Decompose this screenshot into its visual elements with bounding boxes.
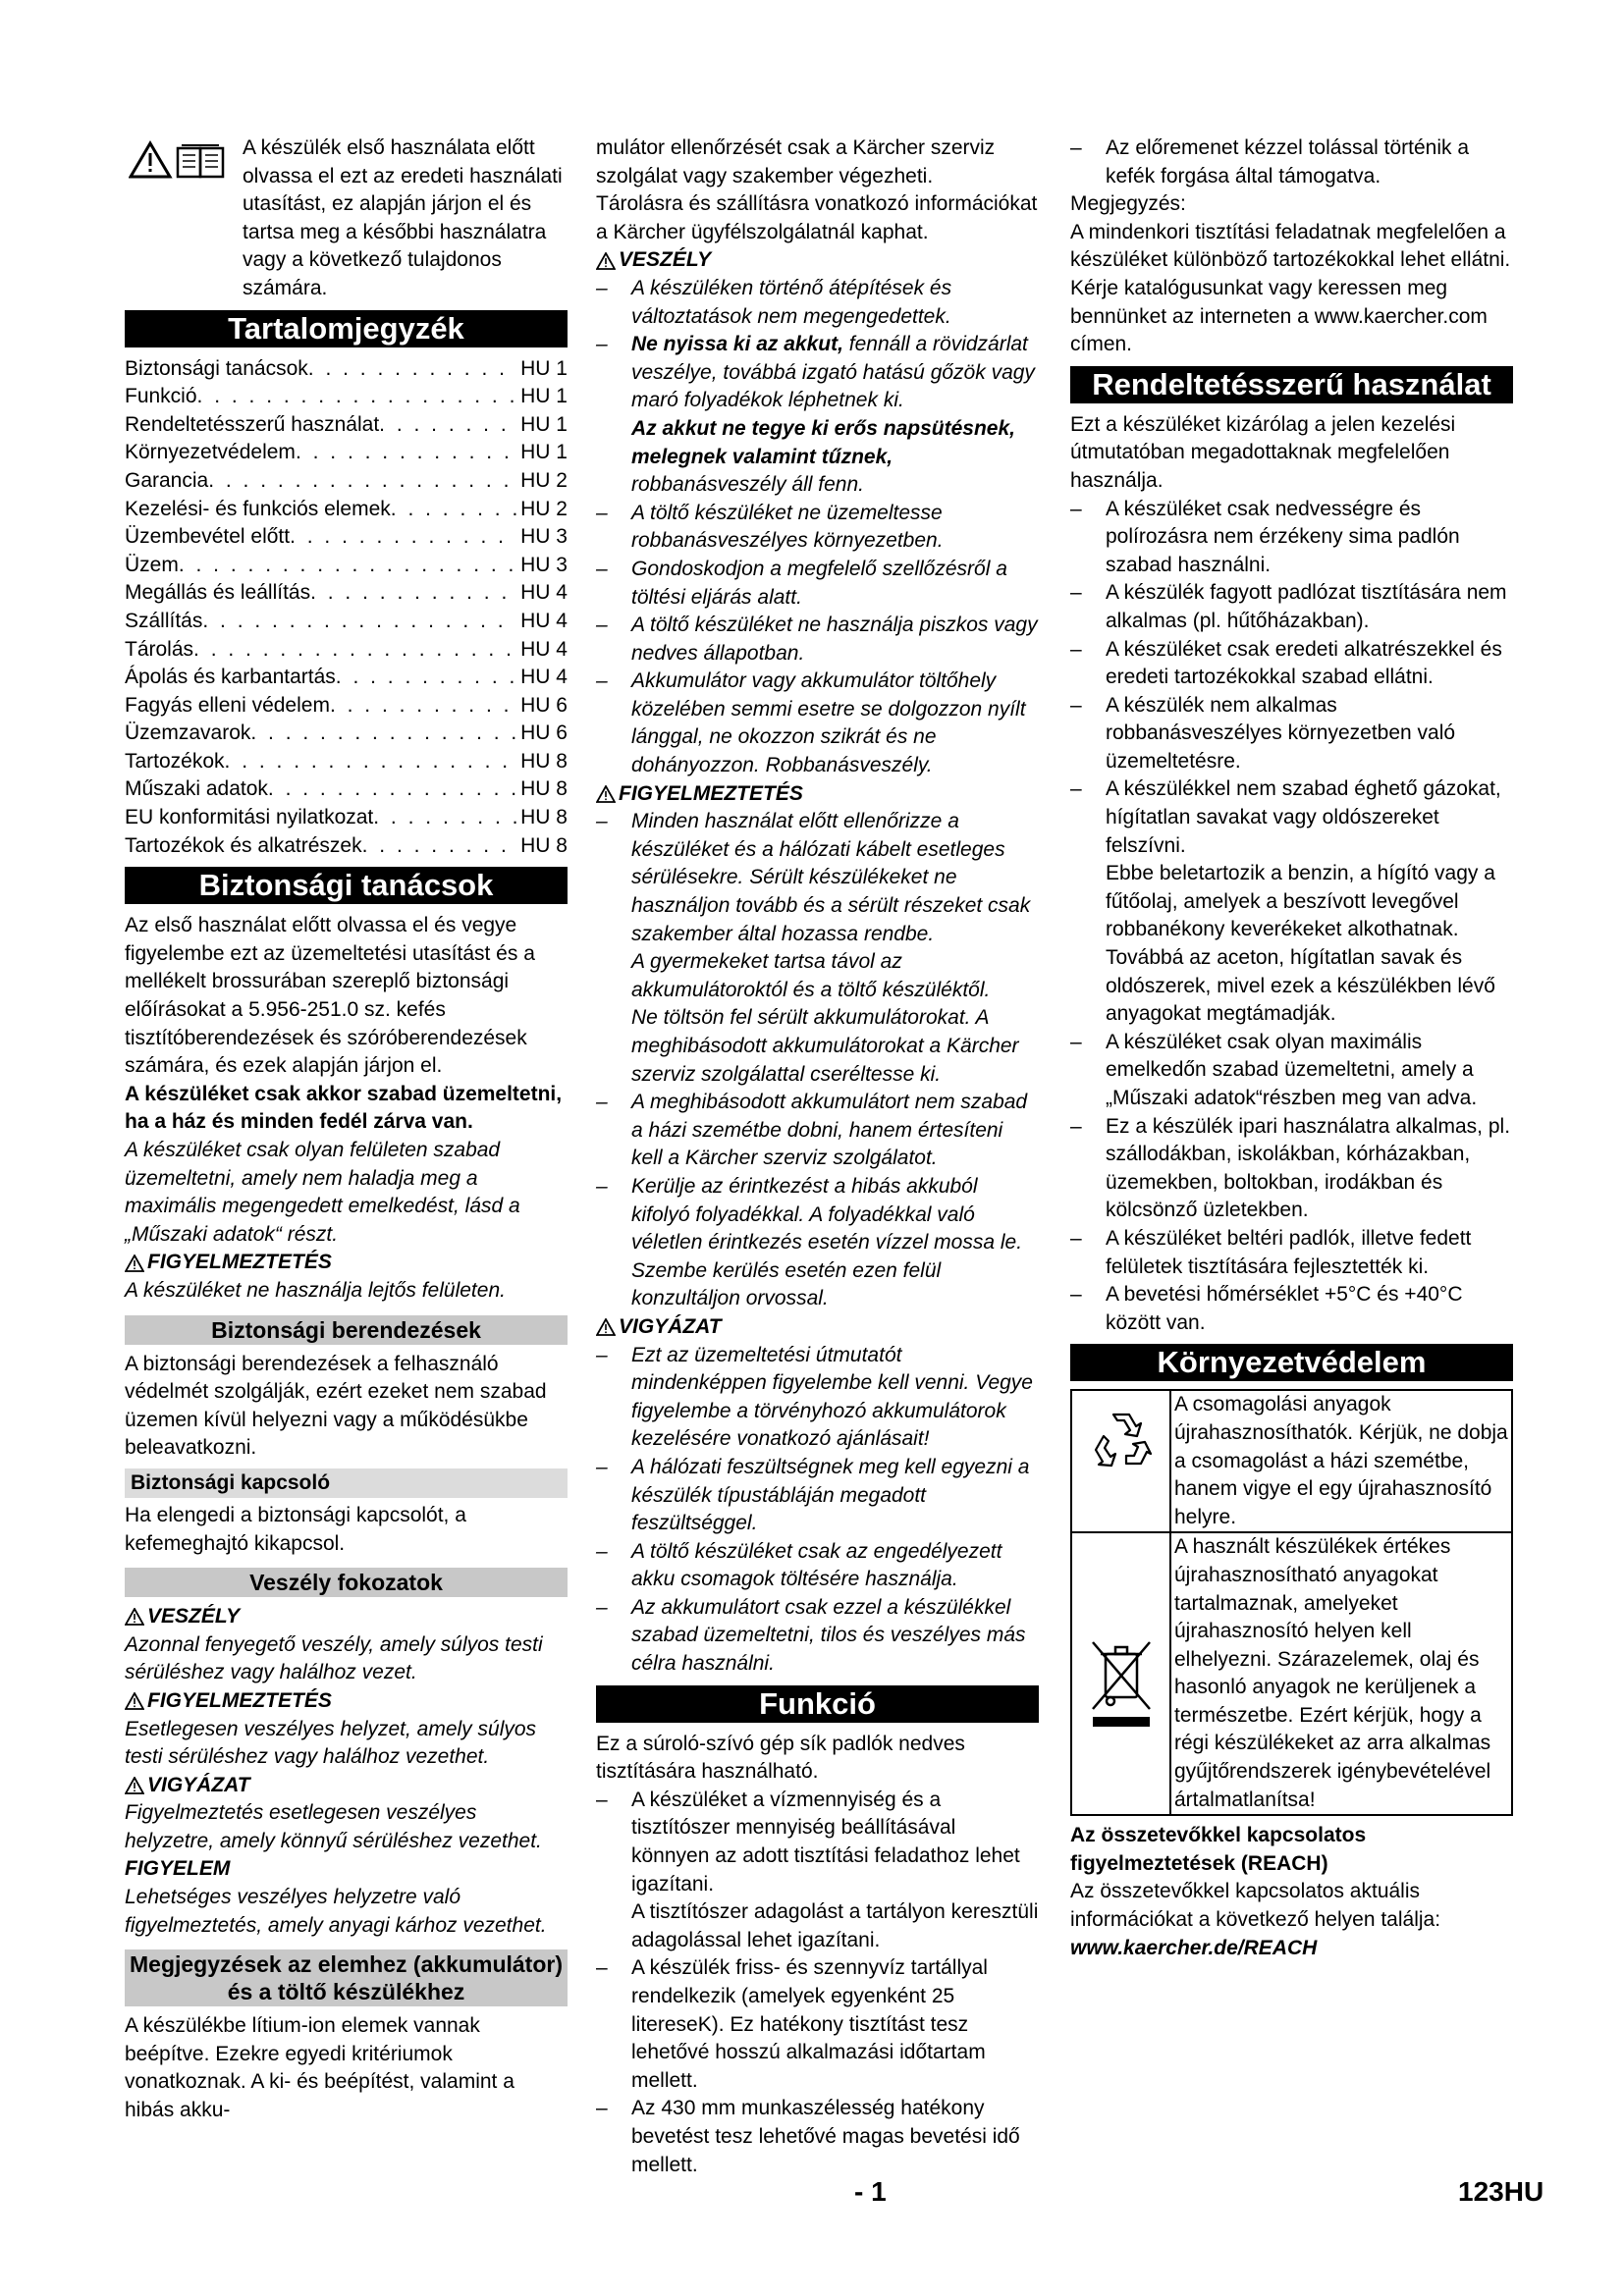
hazard-levels-heading: Veszély fokozatok	[125, 1568, 568, 1597]
note-label: Megjegyzés:	[1070, 192, 1186, 216]
warning-triangle-icon	[596, 1318, 616, 1336]
toc-entry-page: HU 4	[520, 637, 568, 661]
caution-label: VIGYÁZAT	[125, 1772, 568, 1800]
safety-switch-text: Ha elengedi a biztonsági kapcsolót, a kefemeghajtó kikapcsol.	[125, 1503, 466, 1555]
toc-leader-dots	[308, 355, 516, 384]
toc-row[interactable]	[125, 467, 568, 496]
toc-entry-name: Ápolás és karbantartás	[125, 666, 336, 689]
crossed-bin-icon	[1072, 1533, 1171, 1814]
warning-triangle-icon	[125, 1692, 144, 1710]
toc-row[interactable]	[125, 775, 568, 804]
environment-row-packaging	[1072, 1391, 1511, 1533]
toc-entry-page: HU 8	[520, 749, 568, 773]
toc-entry-name: Megállás és leállítás	[125, 581, 311, 605]
warning-triangle-icon	[596, 785, 616, 803]
list-item: – A hálózati feszültségnek meg kell egyezni a készülék típustábláján megadott feszültséggel.	[596, 1455, 1030, 1535]
toc-entry-page: HU 2	[520, 468, 568, 492]
toc-leader-dots	[379, 411, 516, 440]
environment-table	[1070, 1389, 1513, 1816]
list-item: – A készüléken történő átépítések és változtatások nem megengedettek.	[596, 276, 952, 328]
list-item: – A készüléket a vízmennyiség és a tisztítószer mennyiség beállításával könnyen az adott tisztítási feladathoz lehet igazítani. A tisztítószer adagolást a tartályon keresztüli adagolással lehet igazítani.	[596, 1788, 1039, 1951]
safety-slope: A készüléket csak olyan felületen szabad üzemeltetni, amely nem haladja meg a maximális megengedett emelkedést, lásd a „Műszaki adatok“ részt.	[125, 1139, 520, 1246]
note-text: A mindenkori tisztítási feladatnak megfelelően a készüléket különböző tartozékokkal lehet ellátni.	[1070, 220, 1511, 272]
toc-entry-page: HU 4	[520, 609, 568, 632]
toc-row[interactable]	[125, 720, 568, 748]
toc-leader-dots	[268, 775, 516, 804]
environment-text-packaging: A csomagolási anyagok újrahasznosíthatók. Kérjük, ne dobja a csomagolást a házi szemétbe, hanem vigye el egy újrahasznosító helyre.	[1174, 1393, 1508, 1528]
warning-triangle-icon	[125, 1608, 144, 1626]
toc-row[interactable]	[125, 636, 568, 665]
reach-heading: Az összetevőkkel kapcsolatos figyelmeztetések (REACH)	[1070, 1824, 1367, 1875]
danger-label: VESZÉLY	[596, 246, 1039, 275]
intro-icons	[129, 140, 243, 180]
storage-info: Tárolásra és szállításra vonatkozó információkat a Kärcher ügyfélszolgálatnál kaphat.	[596, 192, 1038, 243]
toc-leader-dots	[208, 467, 516, 496]
toc-leader-dots	[225, 748, 517, 776]
toc-entry-name: Tartozékok és alkatrészek	[125, 833, 362, 857]
toc-row[interactable]	[125, 355, 568, 384]
note-text: Lehetséges veszélyes helyzetre való figyelmeztetés, amely anyagi kárhoz vezethet.	[125, 1886, 547, 1937]
list-item: – Az előremenet kézzel tolással történik a kefék forgása által támogatva.	[1070, 136, 1470, 187]
battery-text-continued: mulátor ellenőrzését csak a Kärcher szerviz szolgálat vagy szakember végezheti.	[596, 136, 996, 187]
toc-row[interactable]	[125, 579, 568, 608]
caution-label: VIGYÁZAT	[596, 1313, 1039, 1342]
toc-entry-page: HU 1	[520, 412, 568, 436]
toc-leader-dots	[193, 636, 516, 665]
toc-entry-name: Környezetvédelem	[125, 441, 296, 464]
intended-use-heading: Rendeltetésszerű használat	[1070, 366, 1513, 403]
toc-row[interactable]	[125, 383, 568, 411]
warning-level-label: FIGYELMEZTETÉS	[125, 1687, 568, 1716]
warning-label: FIGYELMEZTETÉS	[596, 780, 1039, 809]
list-item: – A készüléket csak nedvességre és polírozásra nem érzékeny sima padlón szabad használni.	[1070, 497, 1460, 576]
warning-label: FIGYELMEZTETÉS	[125, 1249, 568, 1277]
toc-row[interactable]	[125, 552, 568, 580]
toc-entry-page: HU 8	[520, 777, 568, 801]
toc-row[interactable]	[125, 664, 568, 692]
toc-entry-page: HU 3	[520, 525, 568, 549]
environment-row-disposal	[1072, 1533, 1511, 1814]
danger-label: VESZÉLY	[125, 1603, 568, 1631]
list-item: – Az 430 mm munkaszélesség hatékony bevetést tesz lehetővé magas bevetési idő mellett.	[596, 2097, 1020, 2176]
toc-entry-page: HU 3	[520, 553, 568, 576]
toc-row[interactable]	[125, 608, 568, 636]
toc-entry-name: Funkció	[125, 385, 197, 408]
list-item: – A meghibásodott akkumulátort nem szabad a házi szemétbe dobni, hanem értesíteni kell a Kärcher szerviz szolgálatot.	[596, 1091, 1028, 1170]
toc-entry-name: Garancia	[125, 468, 209, 492]
column-left	[125, 134, 568, 2125]
list-item: – Ez a készülék ipari használatra alkalmas, pl. szállodákban, iskolákban, kórházakban, üzemekben, boltokban, irodákban és kölcsönző üzletekben.	[1070, 1114, 1511, 1222]
toc-entry-name: Üzem	[125, 553, 179, 576]
intro-text: A készülék első használata előtt olvassa el ezt az eredeti használati utasítást, ez alapján járjon el és tartsa meg a későbbi használatra vagy a következő tulajdonos számára.	[243, 136, 563, 299]
toc-entry-name: Tárolás	[125, 637, 194, 661]
list-item: – A bevetési hőmérséklet +5°C és +40°C között van.	[1070, 1283, 1463, 1334]
safety-closed-housing: A készüléket csak akkor szabad üzemeltetni, ha a ház és minden fedél zárva van.	[125, 1082, 563, 1134]
toc-leader-dots	[330, 692, 516, 721]
toc-leader-dots	[296, 439, 516, 467]
toc-leader-dots	[202, 608, 516, 636]
list-item: – Ezt az üzemeltetési útmutatót mindenképpen figyelembe kell venni. Vegye figyelembe a törvényhozó akkumulátorok kezelésére vonatkozó ajánlásait!	[596, 1343, 1033, 1451]
warning-text: A készüléket ne használja lejtős felületen.	[125, 1278, 506, 1302]
function-text: Ez a súroló-szívó gép sík padlók nedves tisztítására használható.	[596, 1732, 965, 1784]
reach-link[interactable]: www.kaercher.de/REACH	[1070, 1936, 1318, 1959]
toc-entry-page: HU 6	[520, 693, 568, 717]
toc-row[interactable]	[125, 411, 568, 440]
reach-text: Az összetevőkkel kapcsolatos aktuális információkat a következő helyen találja:	[1070, 1880, 1441, 1932]
toc-leader-dots	[373, 804, 516, 832]
toc-leader-dots	[310, 579, 516, 608]
column-middle	[596, 134, 1039, 2179]
toc-row[interactable]	[125, 692, 568, 721]
toc-row[interactable]	[125, 804, 568, 832]
toc-leader-dots	[250, 720, 516, 748]
list-item: – Kerülje az érintkezést a hibás akkuból kifolyó folyadékkal. A folyadékkal való véletlen érintkezés esetén vízzel mossa le. Szembe kerülés esetén ezen felül konzultáljon orvossal.	[596, 1174, 1023, 1310]
toc-leader-dots	[336, 664, 516, 692]
toc-entry-name: EU konformitási nyilatkozat	[125, 806, 374, 829]
safety-heading: Biztonsági tanácsok	[125, 867, 568, 904]
toc-row[interactable]	[125, 496, 568, 524]
recycle-icon	[1072, 1391, 1171, 1531]
toc-entry-name: Üzembevétel előtt	[125, 525, 291, 549]
list-item: – A töltő készüléket ne üzemeltesse robbanásveszélyes környezetben.	[596, 501, 944, 553]
toc-entry-page: HU 2	[520, 497, 568, 520]
toc-row[interactable]	[125, 439, 568, 467]
recycle-symbol	[1090, 1409, 1153, 1469]
toc-entry-page: HU 8	[520, 806, 568, 829]
list-item: – A készülék friss- és szennyvíz tartállyal rendelkezik (amelyek egyenként 25 litereseK). Ez hatékony tisztítást tesz lehetővé hosszú alkalmazási időtartam mellett.	[596, 1956, 988, 2092]
list-item: – A készülékkel nem szabad éghető gázokat, hígítatlan savakat vagy oldószereket felszívni. Ebbe beletartozik a benzin, a hígító vagy a fűtőolaj, amelyek a beszívott levegővel robbanékony keverékeket alkothatnak. Továbbá az aceton, hígítatlan savak és oldószerek, mivel ezek a készülékben lévő anyagokat megtámadják.	[1070, 777, 1501, 1026]
list-item: – Gondoskodjon a megfelelő szellőzésről a töltési eljárás alatt.	[596, 557, 1007, 609]
warning-triangle-icon	[125, 1255, 144, 1272]
toc-entry-page: HU 8	[520, 833, 568, 857]
weee-symbol	[1087, 1636, 1156, 1729]
safety-paragraph: Az első használat előtt olvassa el és vegye figyelembe ezt az üzemeltetési utasítást és a mellékelt brossurában szereplő biztonsági előírásokat a 5.956-251.0 sz. kefés tisztítóberendezések és szóróberendezések számára, és ezek alapján járjon el.	[125, 914, 535, 1078]
toc-row[interactable]	[125, 523, 568, 552]
warning-triangle-icon	[125, 1777, 144, 1794]
list-item: – A töltő készüléket ne használja piszkos vagy nedves állapotban.	[596, 614, 1038, 665]
environment-text-disposal: A használt készülékek értékes újrahasznosítható anyagokat tartalmaznak, amelyeket újrahasznosító helyen kell elhelyezni. Szárazelemek, olaj és hasonló anyagok ne kerüljenek a természetbe. Ezért kérjük, hogy a régi készülékeket az arra alkalmas gyűjtőrendszerek igénybevételével ártalmatlanítsa!	[1174, 1535, 1491, 1811]
toc-entry-page: HU 1	[520, 441, 568, 464]
safety-devices-heading: Biztonsági berendezések	[125, 1315, 568, 1345]
list-item: – Ne nyissa ki az akkut, fennáll a rövidzárlat veszélye, továbbá izgató hatású gőzök vagy maró folyadékok léphetnek ki. Az akkut ne tegye ki erős napsütésnek, melegnek valamint tűznek, robbanásveszély áll fenn.	[596, 333, 1035, 497]
toc-entry-name: Fagyás elleni védelem	[125, 693, 330, 717]
note-text-catalog: Kérje katalógusunkat vagy keressen meg bennünket az interneten a www.kaercher.com címen.	[1070, 276, 1488, 356]
toc-entry-name: Műszaki adatok	[125, 777, 268, 801]
battery-heading: Megjegyzések az elemhez (akkumulátor) és a töltő készülékhez	[125, 1949, 568, 2006]
list-item: – A készülék fagyott padlózat tisztítására nem alkalmas (pl. hűtőházakban).	[1070, 581, 1507, 632]
function-heading: Funkció	[596, 1685, 1039, 1723]
warning-manual-icon	[129, 140, 243, 180]
warning-level-text: Esetlegesen veszélyes helyzet, amely súlyos testi sérüléshez vagy halálhoz vezethet.	[125, 1717, 537, 1769]
toc-leader-dots	[179, 552, 516, 580]
list-item: – Akkumulátor vagy akkumulátor töltőhely közelében semmi esetre se dolgozzon nyílt lánggal, ne okozzon szikrát és ne dohányozzon. Robbanásveszély.	[596, 669, 1026, 777]
table-of-contents	[125, 355, 568, 861]
list-item: – A készülék nem alkalmas robbanásveszélyes környezetben való üzemeltetésre.	[1070, 693, 1456, 773]
toc-leader-dots	[197, 383, 517, 411]
toc-leader-dots	[290, 523, 516, 552]
list-item: – A készüléket beltéri padlók, illetve fedett felületek tisztítására fejlesztették ki.	[1070, 1226, 1472, 1278]
environment-heading: Környezetvédelem	[1070, 1344, 1513, 1381]
toc-leader-dots	[391, 496, 516, 524]
toc-entry-name: Üzemzavarok	[125, 721, 251, 745]
intro-block	[125, 134, 568, 303]
battery-text: A készülékbe lítium-ion elemek vannak beépítve. Ezekre egyedi kritériumok vonatkoznak. A ki- és beépítést, valamint a hibás akku-	[125, 2014, 514, 2122]
warning-triangle-icon	[596, 252, 616, 270]
toc-entry-page: HU 1	[520, 385, 568, 408]
toc-entry-name: Rendeltetésszerű használat	[125, 412, 380, 436]
intended-use-text: Ezt a készüléket kizárólag a jelen kezelési útmutatóban megadottaknak megfelelően használja.	[1070, 412, 1456, 492]
column-right	[1070, 134, 1513, 1962]
toc-entry-name: Szállítás	[125, 609, 203, 632]
page-number: - 1	[854, 2176, 887, 2207]
toc-leader-dots	[362, 832, 517, 861]
page-code: 123HU	[1458, 2176, 1544, 2207]
list-item: – A készüléket csak olyan maximális emelkedőn szabad üzemeltetni, amely a „Műszaki adatok“részben meg van adva.	[1070, 1030, 1478, 1109]
danger-text: Azonnal fenyegető veszély, amely súlyos testi sérüléshez vagy halálhoz vezet.	[125, 1632, 543, 1684]
safety-devices-text: A biztonsági berendezések a felhasználó védelmét szolgálják, ezért ezeket nem szabad üzemen kívül helyezni vagy a működésükbe beleavatkozni.	[125, 1352, 547, 1460]
toc-row[interactable]	[125, 832, 568, 861]
toc-row[interactable]	[125, 748, 568, 776]
toc-entry-name: Kezelési- és funkciós elemek	[125, 497, 391, 520]
toc-entry-page: HU 4	[520, 666, 568, 689]
caution-text: Figyelmeztetés esetlegesen veszélyes helyzetre, amely könnyű sérüléshez vezethet.	[125, 1801, 542, 1852]
list-item: – Az akkumulátort csak ezzel a készülékkel szabad üzemeltetni, tilos és veszélyes más célra használni.	[596, 1595, 1026, 1676]
safety-switch-heading: Biztonsági kapcsoló	[125, 1468, 568, 1498]
toc-entry-page: HU 1	[520, 356, 568, 380]
list-item: – A készüléket csak eredeti alkatrészekkel és eredeti tartozékokkal szabad ellátni.	[1070, 637, 1502, 689]
toc-entry-page: HU 6	[520, 721, 568, 745]
note-label: FIGYELEM	[125, 1857, 231, 1881]
toc-entry-page: HU 4	[520, 581, 568, 605]
list-item: – Minden használat előtt ellenőrizze a készüléket és a hálózati kábelt esetleges sérülésekre. Sérült készülékeket ne használjon tovább és a sérült részeket csak szakember által hozassa rendbe. A gyermekeket tartsa távol az akkumulátoroktól és a töltő készüléktől. Ne töltsön fel sérült akkumulátorokat. A meghibásodott akkumulátorokat a Kärcher szerviz szolgálattal cseréltesse ki.	[596, 810, 1031, 1086]
toc-entry-name: Tartozékok	[125, 749, 225, 773]
toc-heading: Tartalomjegyzék	[125, 310, 568, 347]
list-item: – A töltő készüléket csak az engedélyezett akku csomagok töltésére használja.	[596, 1539, 1002, 1591]
toc-entry-name: Biztonsági tanácsok	[125, 356, 308, 380]
